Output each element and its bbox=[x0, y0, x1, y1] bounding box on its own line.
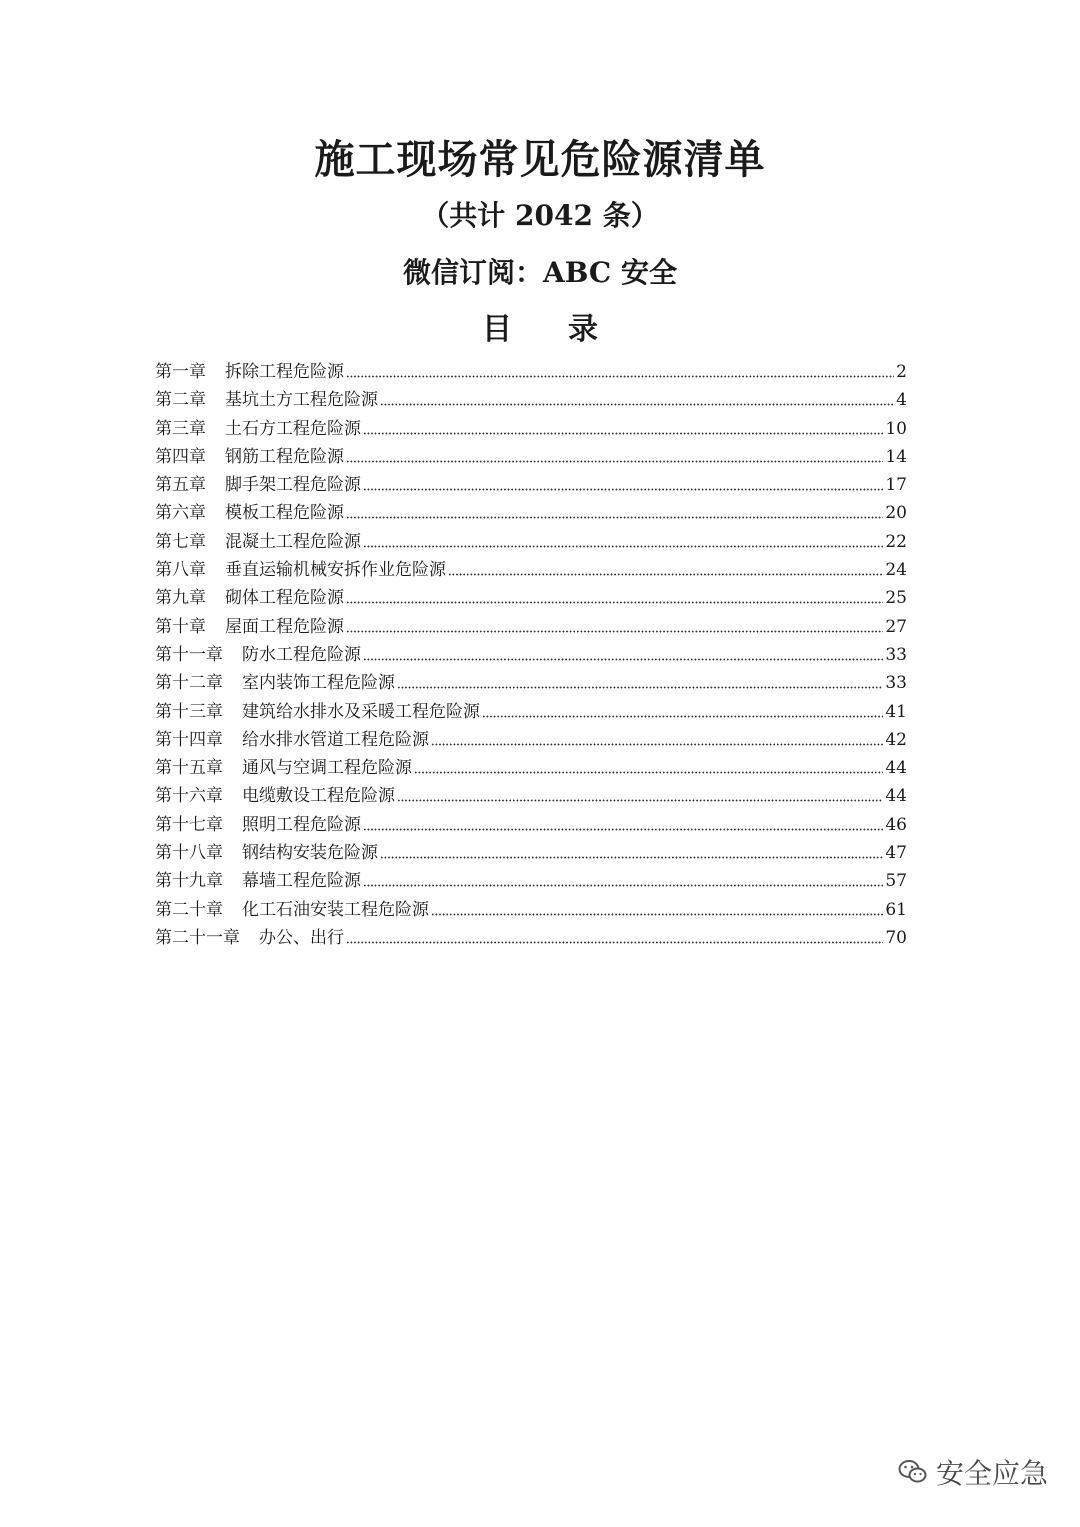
toc-page-number: 42 bbox=[885, 729, 907, 750]
toc-page-number: 44 bbox=[885, 758, 907, 779]
toc-chapter-title: 屋面工程危险源 bbox=[225, 616, 344, 637]
toc-dot-leader bbox=[431, 910, 883, 916]
toc-dot-leader bbox=[482, 712, 883, 718]
toc-entry[interactable] bbox=[155, 358, 907, 386]
toc-chapter-number: 第二十一章 bbox=[155, 927, 240, 948]
toc-chapter-title: 模板工程危险源 bbox=[225, 503, 344, 524]
toc-chapter-number: 第十八章 bbox=[155, 843, 223, 864]
toc-chapter-title: 钢结构安装危险源 bbox=[242, 843, 378, 864]
toc-page-number: 24 bbox=[885, 560, 907, 581]
subscribe-line: 微信订阅：ABC 安全 bbox=[403, 256, 677, 289]
toc-page-number: 22 bbox=[885, 531, 907, 552]
toc-chapter-number: 第十章 bbox=[155, 616, 206, 637]
toc-entry[interactable] bbox=[155, 613, 907, 641]
toc-page-number: 4 bbox=[896, 390, 907, 411]
toc-dot-leader bbox=[346, 598, 883, 604]
watermark bbox=[898, 1452, 1048, 1492]
toc-chapter-title: 垂直运输机械安拆作业危险源 bbox=[225, 560, 446, 581]
toc-chapter-number: 第十三章 bbox=[155, 701, 223, 722]
toc-dot-leader bbox=[380, 853, 883, 859]
toc-dot-leader bbox=[380, 400, 894, 406]
toc-chapter-title: 建筑给水排水及采暖工程危险源 bbox=[242, 701, 480, 722]
toc-entry[interactable] bbox=[155, 415, 907, 443]
toc-page-number: 46 bbox=[885, 814, 907, 835]
toc-page-number: 17 bbox=[885, 475, 907, 496]
wechat-icon bbox=[898, 1459, 928, 1485]
toc-heading bbox=[0, 309, 1080, 351]
toc-chapter-title: 室内装饰工程危险源 bbox=[242, 673, 395, 694]
toc-chapter-title: 砌体工程危险源 bbox=[225, 588, 344, 609]
toc-dot-leader bbox=[397, 796, 883, 802]
toc-dot-leader bbox=[346, 457, 883, 463]
toc-dot-leader bbox=[346, 513, 883, 519]
toc-chapter-number: 第十四章 bbox=[155, 729, 223, 750]
toc-dot-leader bbox=[448, 570, 883, 576]
toc-entry[interactable] bbox=[155, 896, 907, 924]
toc-chapter-number: 第一章 bbox=[155, 362, 206, 382]
toc-chapter-number: 第十七章 bbox=[155, 814, 223, 835]
toc-chapter-title: 土石方工程危险源 bbox=[225, 418, 361, 439]
toc-dot-leader bbox=[346, 372, 894, 378]
table-of-contents bbox=[155, 358, 907, 952]
toc-chapter-number: 第九章 bbox=[155, 588, 206, 609]
toc-dot-leader bbox=[363, 542, 883, 548]
toc-dot-leader bbox=[346, 627, 883, 633]
toc-chapter-number: 第十五章 bbox=[155, 758, 223, 779]
toc-page-number: 27 bbox=[885, 616, 907, 637]
toc-entry[interactable] bbox=[155, 556, 907, 584]
toc-dot-leader bbox=[363, 485, 883, 491]
toc-page-number: 33 bbox=[885, 673, 907, 694]
toc-chapter-number: 第十一章 bbox=[155, 644, 223, 665]
toc-page-number: 61 bbox=[885, 899, 907, 920]
toc-page-number: 57 bbox=[885, 871, 907, 892]
toc-entry[interactable] bbox=[155, 726, 907, 754]
toc-chapter-number: 第七章 bbox=[155, 531, 206, 552]
toc-entry[interactable] bbox=[155, 499, 907, 527]
toc-entry[interactable] bbox=[155, 698, 907, 726]
toc-chapter-number: 第十六章 bbox=[155, 786, 223, 807]
toc-chapter-title: 化工石油安装工程危险源 bbox=[242, 899, 429, 920]
toc-page-number: 70 bbox=[885, 927, 907, 948]
toc-chapter-number: 第十二章 bbox=[155, 673, 223, 694]
toc-dot-leader bbox=[363, 825, 883, 831]
toc-chapter-title: 给水排水管道工程危险源 bbox=[242, 729, 429, 750]
toc-dot-leader bbox=[346, 938, 883, 944]
toc-entry[interactable] bbox=[155, 386, 907, 414]
toc-chapter-title: 办公、出行 bbox=[259, 927, 344, 948]
toc-entry[interactable] bbox=[155, 584, 907, 612]
toc-chapter-number: 第二章 bbox=[155, 390, 206, 411]
toc-heading-right: 录 bbox=[568, 312, 598, 347]
toc-dot-leader bbox=[363, 429, 883, 435]
toc-entry[interactable] bbox=[155, 443, 907, 471]
toc-chapter-title: 电缆敷设工程危险源 bbox=[242, 786, 395, 807]
toc-entry[interactable] bbox=[155, 471, 907, 499]
toc-chapter-title: 通风与空调工程危险源 bbox=[242, 758, 412, 779]
toc-chapter-title: 照明工程危险源 bbox=[242, 814, 361, 835]
toc-page-number: 2 bbox=[896, 362, 907, 382]
toc-dot-leader bbox=[414, 768, 883, 774]
toc-chapter-title: 幕墙工程危险源 bbox=[242, 871, 361, 892]
toc-chapter-number: 第四章 bbox=[155, 446, 206, 467]
toc-chapter-number: 第六章 bbox=[155, 503, 206, 524]
watermark-text: 安全应急 bbox=[935, 1457, 1048, 1490]
toc-chapter-title: 混凝土工程危险源 bbox=[225, 531, 361, 552]
toc-entry[interactable] bbox=[155, 669, 907, 697]
toc-page-number: 20 bbox=[885, 503, 907, 524]
toc-heading-left: 目 bbox=[482, 312, 512, 347]
toc-chapter-number: 第三章 bbox=[155, 418, 206, 439]
toc-chapter-number: 第十九章 bbox=[155, 871, 223, 892]
toc-page-number: 25 bbox=[885, 588, 907, 609]
toc-page-number: 14 bbox=[885, 446, 907, 467]
toc-entry[interactable] bbox=[155, 528, 907, 556]
toc-page-number: 44 bbox=[885, 786, 907, 807]
toc-entry[interactable] bbox=[155, 839, 907, 867]
toc-entry[interactable] bbox=[155, 811, 907, 839]
toc-chapter-title: 脚手架工程危险源 bbox=[225, 475, 361, 496]
toc-dot-leader bbox=[397, 683, 883, 689]
document-subtitle: （共计 2042 条） bbox=[421, 199, 659, 232]
toc-page-number: 41 bbox=[885, 701, 907, 722]
toc-page-number: 10 bbox=[885, 418, 907, 439]
toc-entry[interactable] bbox=[155, 867, 907, 895]
toc-page-number: 47 bbox=[885, 843, 907, 864]
document-title: 施工现场常见危险源清单 bbox=[314, 136, 766, 183]
toc-chapter-number: 第二十章 bbox=[155, 899, 223, 920]
toc-chapter-number: 第五章 bbox=[155, 475, 206, 496]
toc-entry[interactable] bbox=[155, 924, 907, 952]
toc-dot-leader bbox=[363, 655, 883, 661]
toc-page-number: 33 bbox=[885, 644, 907, 665]
toc-chapter-title: 防水工程危险源 bbox=[242, 644, 361, 665]
toc-chapter-title: 拆除工程危险源 bbox=[225, 362, 344, 382]
toc-dot-leader bbox=[431, 740, 883, 746]
toc-chapter-title: 钢筋工程危险源 bbox=[225, 446, 344, 467]
toc-chapter-number: 第八章 bbox=[155, 560, 206, 581]
toc-entry[interactable] bbox=[155, 782, 907, 810]
toc-dot-leader bbox=[363, 881, 883, 887]
toc-entry[interactable] bbox=[155, 754, 907, 782]
toc-entry[interactable] bbox=[155, 641, 907, 669]
toc-chapter-title: 基坑土方工程危险源 bbox=[225, 390, 378, 411]
